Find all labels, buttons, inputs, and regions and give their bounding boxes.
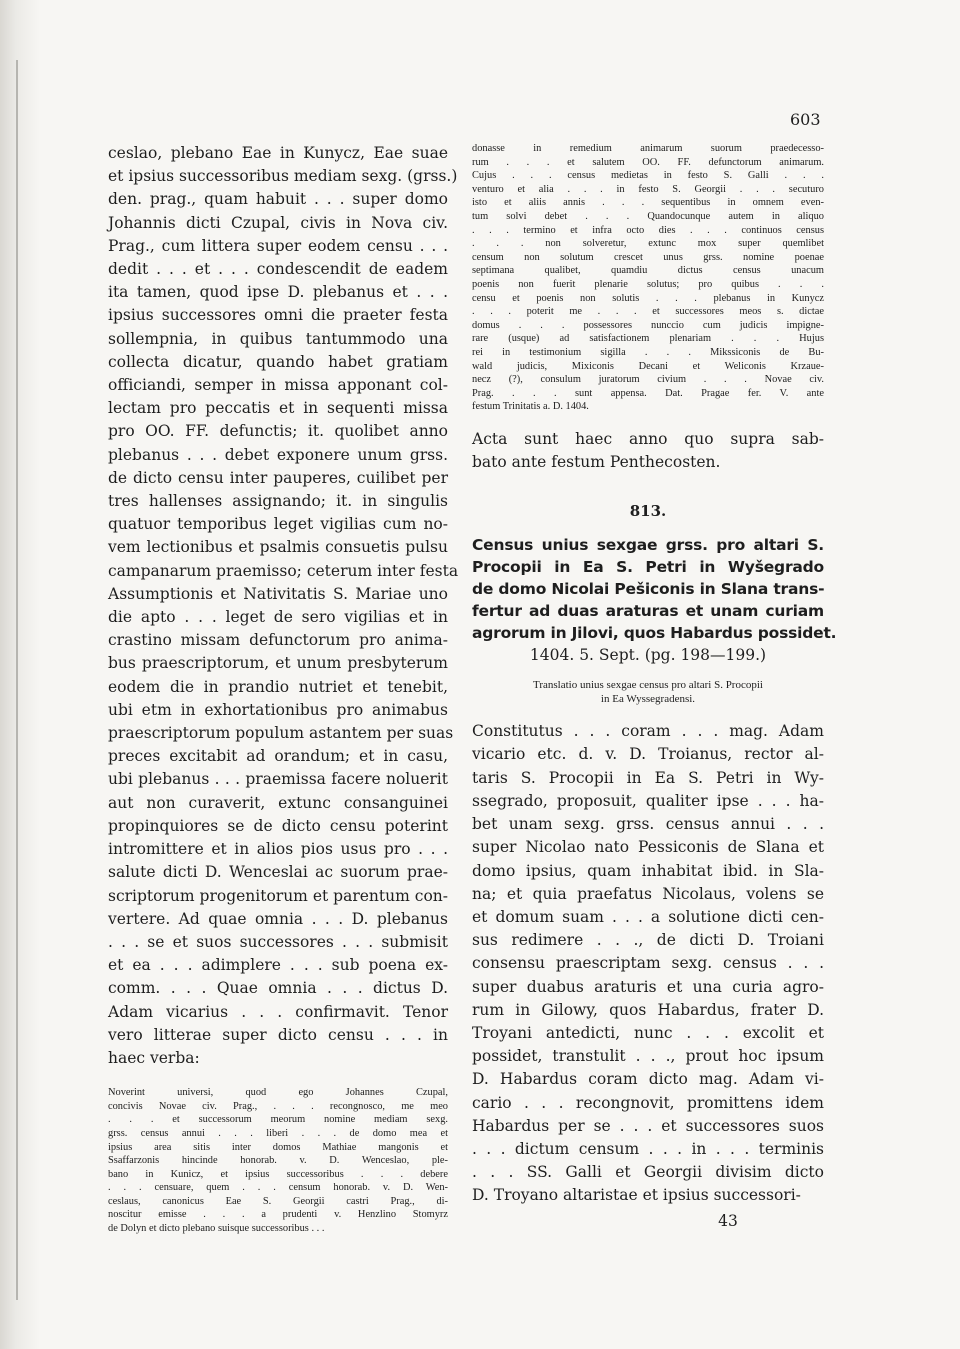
footnote-line: donasse in remedium animarum suorum praedecesso- [472,143,824,154]
footnote-line: . . . non solveretur, extunc mox super quemlibet [472,238,824,250]
footnote-line: censu et poenis non solutis . . . plebanus in Kunycz [472,292,824,304]
signature-number: 43 [718,1211,738,1230]
footnote-line: Noverint universi, quod ego Johannes Czupal, [108,1087,448,1099]
text-line: . . . dictum censum . . . in . . . terminis [472,1139,824,1158]
title-line: de domo Nicolai Pešiconis in Slana trans- [472,580,825,599]
text-line: Troyani antedicti, nunc . . . excolit et [472,1023,824,1042]
right-footnote-text [472,142,824,414]
footnote-line: domus . . . possessores nunccio cum judicis impigne- [472,319,824,331]
text-line: sollempnia, in quibus tantummodo una [108,329,448,348]
footnote-line: bano in Kunicz, et ipsius successoribus . . . debere [108,1168,448,1180]
text-line: plebanus . . . debet exponere unum grss. [108,445,448,464]
title-line: agrorum in Jilovi, quos Habardus possidet. [472,624,837,643]
text-line: super duabus araturis et una curia agro- [472,977,824,996]
section-title [472,534,837,644]
text-line: campanarum praemisso; ceterum inter festa [108,561,459,580]
footnote-line: wald judicis, Mixiconis Decani et Weliconis Krzaue- [472,360,824,372]
text-line: ubi plebanus . . . praemissa facere noluerit [108,770,448,789]
footnote-line: Prag. . . . sunt appensa. Dat. Pragae fer. V. ante [472,387,824,399]
footnote-line: poenis non fuerit plenarie solutus; pro quibus . . . [472,278,824,290]
section-date: 1404. 5. Sept. (pg. 198—199.) [529,646,767,665]
text-line: pro OO. FF. defunctis; it. quolibet anno [108,422,448,441]
text-line: scriptorum progenitorum et parentum con- [108,886,448,905]
text-line: Adam vicarius . . . confirmavit. Tenor [108,1002,448,1021]
footnote-line: Cujus . . . census medietas in festo S. Galli . . . [472,170,824,182]
text-line: sus redimere . . ., de dicti D. Troiani [472,931,824,950]
text-line: Prag., cum littera super eodem censu . . . [108,236,448,255]
text-line: vem lectionibus et psalmis consuetis pulsu [108,538,448,557]
text-line: collecta dicatur, quando habet gratiam [108,352,448,371]
text-line: ssegrado, proposuit, qualiter ipse . . . ha- [472,791,824,810]
section-subtitle [472,678,824,706]
subtitle-line: in Ea Wyssegradensi. [600,693,696,706]
footnote-line: venturo et alia . . . in festo S. Georgii . . . secuturo [472,183,824,195]
text-line: et domum suam . . . a solutione dicti cen- [472,907,824,926]
text-line: rum in Gilowy, quos Habardus, frater D. [472,1000,824,1019]
text-line: taris S. Procopii in Ea S. Petri in Wy- [472,768,824,787]
footnote-line: . . . termino et infra octo dies . . . continuos census [472,224,824,236]
text-line: et ea . . . adimplere . . . sub poena ex- [108,956,448,975]
text-line: bus praescriptorum, et unum presbyterum [108,654,448,673]
acta-text [472,428,824,474]
text-line: officiandi, semper in missa apponant col- [108,376,448,395]
footnote-line: . . . poterit me . . . et successores meos s. dictae [472,306,824,318]
text-line: . . . SS. Galli et Georgii divisim dicto [472,1163,824,1182]
text-line: de dicto censu inter pauperes, cuilibet per [108,468,448,487]
text-line: haec verba: [108,1048,200,1067]
text-line: D. Troyano altaristae et ipsius successori- [472,1186,801,1205]
text-line: crastino missam defunctorum pro anima- [108,631,448,650]
text-line: cario . . . recongnovit, promittens idem [472,1093,824,1112]
text-line: bato ante festum Penthecosten. [472,453,721,472]
text-line: ubi etm in exhortationibus pro animabus [108,700,448,719]
left-footnote-text [108,1086,448,1236]
text-line: vero litterae super dicto censu . . . in [108,1025,448,1044]
text-line: Acta sunt haec anno quo supra sab- [472,429,824,448]
text-line: Johannis dicti Czupal, civis in Nova civ. [108,213,448,232]
text-line: Constitutus . . . coram . . . mag. Adam [472,722,824,741]
footnote-line: rei in testimonium sigilla . . . Mikssiconis de Bu- [472,346,824,358]
footnote-line: rum . . . et salutem OO. FF. defunctorum animarum. [472,156,824,168]
text-line: consensu praescriptam sexg. census . . . [472,954,824,973]
text-line: vertere. Ad quae omnia . . . D. plebanus [108,909,448,928]
text-line: et ipsius successoribus mediam sexg. (grss.) [108,167,458,186]
text-line: lectam pro peccatis et in sequenti missa [108,399,448,418]
footnote-line: Ssaffarzonis hincinde honorab. v. D. Wenceslao, ple- [108,1155,448,1167]
footnote-line: ceslaus, canonicus Eae S. Georgii castri Prag., di- [108,1195,448,1207]
title-line: fertur ad duas araturas et unam curiam [472,602,824,621]
text-line: bet unam sexg. grss. census annui . . . [472,815,824,834]
footnote-line: de Dolyn et dicto plebano suisque successoribus . . . [108,1223,325,1235]
binding-edge [16,60,18,1300]
footnote-line: isto et aliis annis . . . sequentibus in omnem even- [472,197,824,209]
text-line: Habardus per se . . . et successores suos [472,1116,824,1135]
text-line: domo ipsius, quam inhabitat ibid. in Sla- [472,861,824,880]
text-line: aut non curaverit, extunc consanguinei [108,793,448,812]
text-line: salute dicti D. Wenceslai ac suorum prae- [108,863,448,882]
text-line: ipsius successores omni die praeter festa [108,306,448,325]
scan-gutter [0,0,40,1349]
text-line: possidet, transtulit . . ., prout hoc ipsum [472,1047,824,1066]
footnote-line: grss. census annui . . . liberi . . . de domo mea et [108,1127,448,1139]
text-line: tres hallenses assignando; it. in singulis [108,492,448,511]
text-line: preces excitabit ad orandum; et in casu, [108,747,448,766]
text-line: propinquiores se de dicto censu poterint [108,816,448,835]
title-line: Procopii in Ea S. Petri in Wyšegrado [472,558,824,577]
text-line: die apto . . . leget de sero vigilias et in [108,608,448,627]
right-main-text [472,720,824,1207]
text-line: comm. . . . Quae omnia . . . dictus D. [108,979,448,998]
section-number: 813. [629,502,667,521]
text-line: eodem die in prandio nutriet et tenebit, [108,677,448,696]
text-line: dedit . . . et . . . condescendit de eadem [108,260,448,279]
footnote-line: rare (usque) ad satisfactionem plenariam . . . Hujus [472,333,824,345]
text-line: intromittere et in alios pios usus pro . . . [108,840,448,859]
text-line: . . . se et suos successores . . . submisit [108,932,448,951]
footnote-line: necz (?), consulum juratorum civium . . . Novae civ. [472,374,824,386]
right-column [472,142,837,1230]
text-line: super Nicolao nato Pessiconis de Slana et [472,838,824,857]
footnote-line: noscitur emisse . . . a prudenti v. Henzlino Stomyrz [108,1209,448,1221]
left-column [108,142,459,1236]
footnote-line: septimana qualibet, quamdiu dictus census unacum [472,265,824,277]
text-line: quatuor temporibus leget vigilias cum no- [108,515,448,534]
footnote-line: concivis Novae civ. Prag., . . . recongnosco, me meo [108,1100,448,1112]
footnote-line: censum non solutum crescet unus grss. nomine poenae [472,251,824,263]
subtitle-line: Translatio unius sexgae census pro altari S. Procopii [533,679,763,692]
footnote-line: tum solvi debet . . . Quandocunque autem in aliquo [472,210,824,222]
footnote-line: festum Trinitatis a. D. 1404. [472,401,589,413]
left-main-text [108,142,459,1070]
text-line: ceslao, plebano Eae in Kunycz, Eae suae [108,144,448,162]
footnote-line: . . . et successorum meorum nomine mediam sexg. [108,1114,448,1126]
text-line: praescriptorum populum astantem per suas [108,724,454,743]
text-line: Assumptionis et Nativitatis S. Mariae uno [108,584,448,603]
text-line: den. prag., quam habuit . . . super domo [108,190,448,209]
text-line: ita tamen, quod ipse D. plebanus et . . . [108,283,448,302]
footnote-line: . . . censuare, quem . . . censum honorab. v. D. Wen- [108,1182,448,1194]
text-line: D. Habardus coram dicto mag. Adam vi- [472,1070,824,1089]
page-number: 603 [790,110,821,129]
title-line: Census unius sexgae grss. pro altari S. [472,536,824,555]
footnote-line: ipsius area sitis inter domos Mathiae mangonis et [108,1141,448,1153]
text-line: na; et quia praefatus Nicolaus, volens se [472,884,824,903]
text-line: vicario etc. d. v. D. Troianus, rector al- [472,745,824,764]
